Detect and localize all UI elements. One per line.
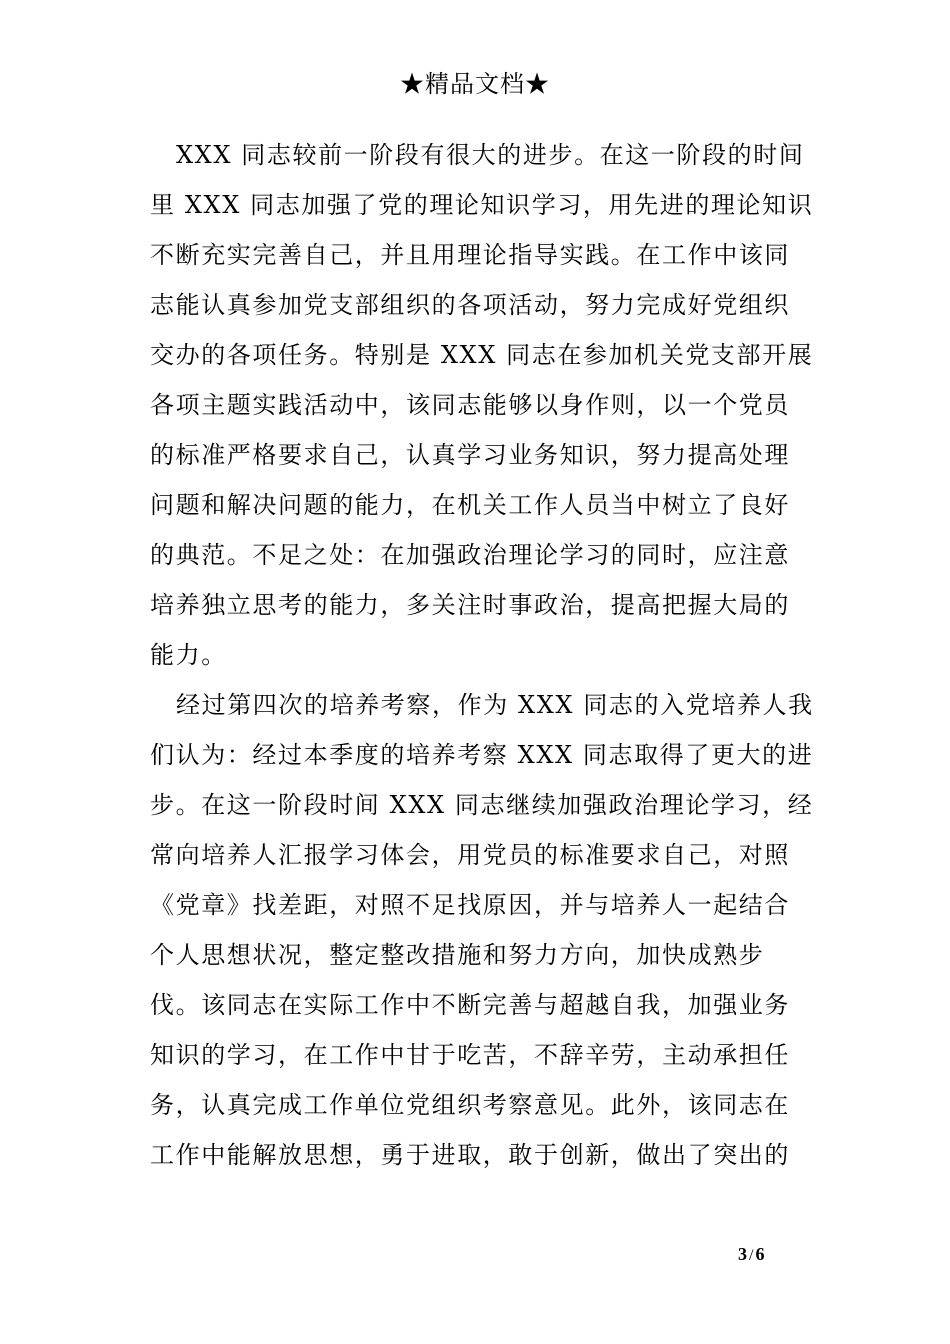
page-number-separator: /: [749, 1247, 754, 1264]
paragraph-1-line-6: 各项主题实践活动中，该同志能够以身作则，以一个党员: [150, 391, 790, 419]
page-header-title: ★精品文档★: [400, 70, 550, 98]
paragraph-2-line-1: 经过第四次的培养考察，作为 XXX 同志的入党培养人我: [176, 691, 814, 719]
page-number-current: 3: [738, 1244, 747, 1264]
paragraph-2-line-3: 步。在这一阶段时间 XXX 同志继续加强政治理论学习，经: [150, 791, 814, 819]
paragraph-1-line-1: XXX 同志较前一阶段有很大的进步。在这一阶段的时间: [176, 141, 805, 169]
paragraph-1-line-2: 里 XXX 同志加强了党的理论知识学习，用先进的理论知识: [150, 191, 814, 219]
paragraph-2-line-5: 《党章》找差距，对照不足找原因，并与培养人一起结合: [150, 891, 790, 919]
paragraph-2-line-8: 知识的学习，在工作中甘于吃苦，不辞辛劳，主动承担任: [150, 1041, 790, 1069]
document-body: [150, 130, 814, 1180]
page-number-total: 6: [755, 1244, 765, 1264]
paragraph-1-line-3: 不断充实完善自己，并且用理论指导实践。在工作中该同: [150, 241, 790, 269]
paragraph-1-line-8: 问题和解决问题的能力，在机关工作人员当中树立了良好: [150, 491, 790, 519]
paragraph-1-line-9: 的典范。不足之处：在加强政治理论学习的同时，应注意: [150, 541, 790, 569]
page-number: [738, 1242, 764, 1268]
paragraph-2-line-4: 常向培养人汇报学习体会，用党员的标准要求自己，对照: [150, 841, 790, 869]
paragraph-2-line-10: 工作中能解放思想，勇于进取，敢于创新，做出了突出的: [150, 1141, 790, 1169]
paragraph-1-line-10: 培养独立思考的能力，多关注时事政治，提高把握大局的: [150, 591, 790, 619]
paragraph-1-line-11: 能力。: [150, 641, 227, 669]
paragraph-2-line-9: 务，认真完成工作单位党组织考察意见。此外，该同志在: [150, 1091, 790, 1119]
paragraph-2-line-2: 们认为：经过本季度的培养考察 XXX 同志取得了更大的进: [150, 741, 814, 769]
paragraph-1-line-4: 志能认真参加党支部组织的各项活动，努力完成好党组织: [150, 291, 790, 319]
paragraph-2-line-7: 伐。该同志在实际工作中不断完善与超越自我，加强业务: [150, 991, 790, 1019]
paragraph-2-line-6: 个人思想状况，整定整改措施和努力方向，加快成熟步: [150, 941, 765, 969]
paragraph-1-line-7: 的标准严格要求自己，认真学习业务知识，努力提高处理: [150, 441, 790, 469]
paragraph-1-line-5: 交办的各项任务。特别是 XXX 同志在参加机关党支部开展: [150, 341, 814, 369]
